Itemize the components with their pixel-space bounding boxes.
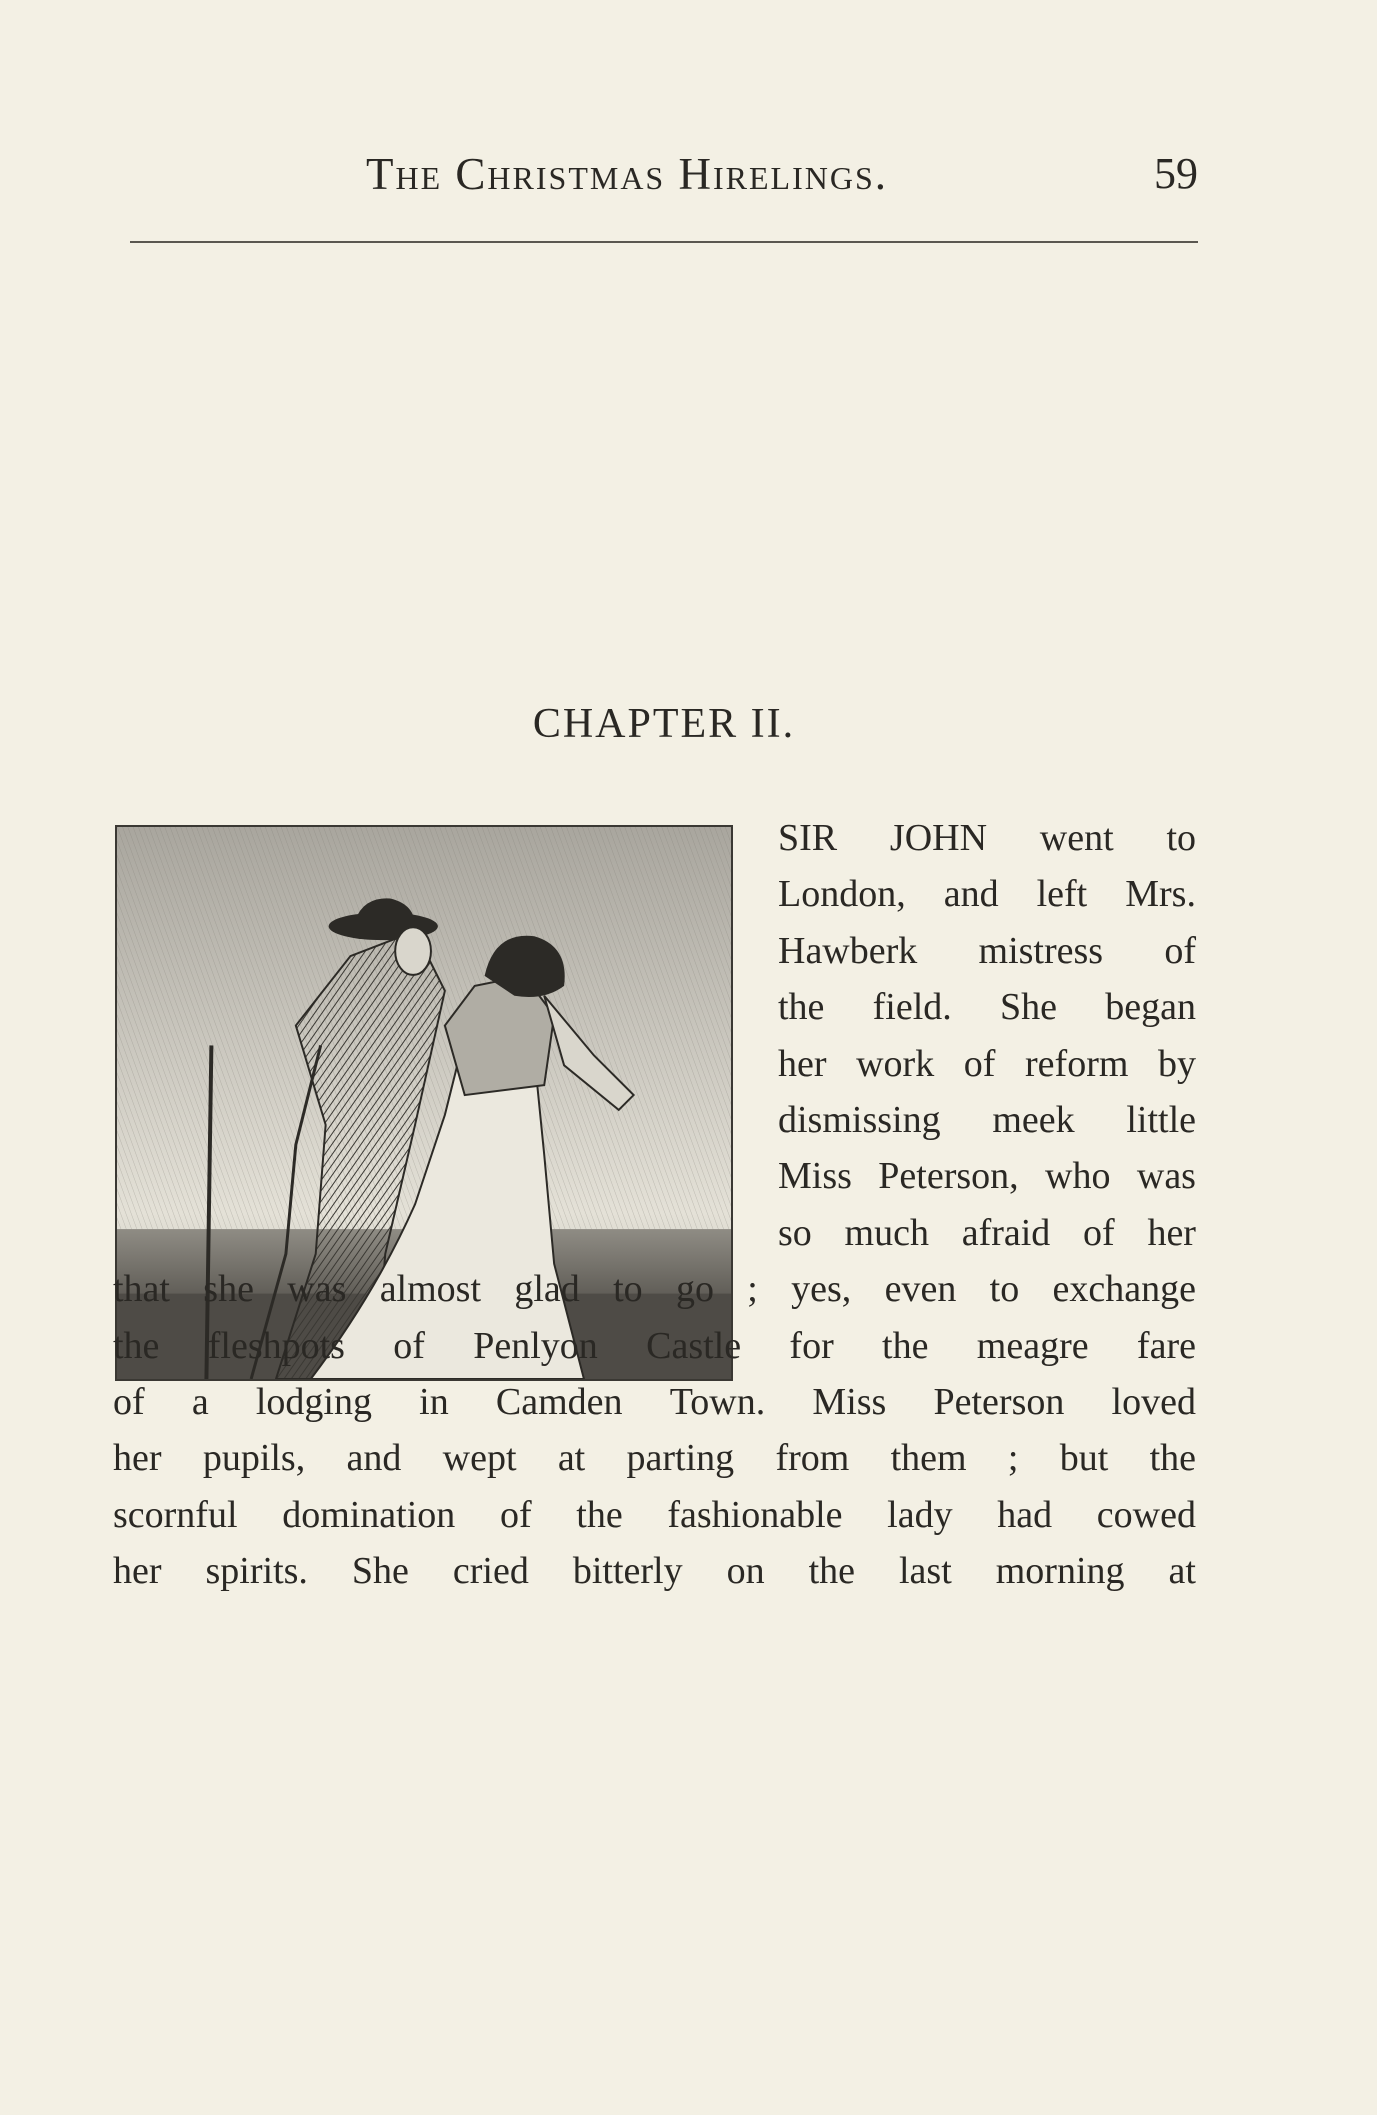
text-line: dismissing meek little [778,1099,1196,1141]
text-line: the field. She began [778,986,1196,1028]
text-line: SIR JOHN went to [778,817,1196,859]
text-line: the fleshpots of Penlyon Castle for the meagre fare [113,1325,1196,1367]
text-line: so much afraid of her [778,1212,1196,1254]
text-line: her pupils, and wept at parting from them ; but the [113,1437,1196,1479]
text-line: scornful domination of the fashionable lady had cowed [113,1494,1196,1536]
text-line: that she was almost glad to go ; yes, even to exchange [113,1268,1196,1310]
running-title: The Christmas Hirelings. [366,149,888,199]
text-line: Miss Peterson, who was [778,1155,1196,1197]
text-line: her work of reform by [778,1043,1196,1085]
text-line: of a lodging in Camden Town. Miss Peterson loved [113,1381,1196,1423]
text-line: London, and left Mrs. [778,873,1196,915]
chapter-heading: CHAPTER II. [532,701,796,747]
text-line: her spirits. She cried bitterly on the last morning at [113,1550,1196,1592]
page-number: 59 [1154,149,1198,198]
header-rule [130,241,1198,243]
text-line: Hawberk mistress of [778,930,1196,972]
running-head [130,148,1198,208]
